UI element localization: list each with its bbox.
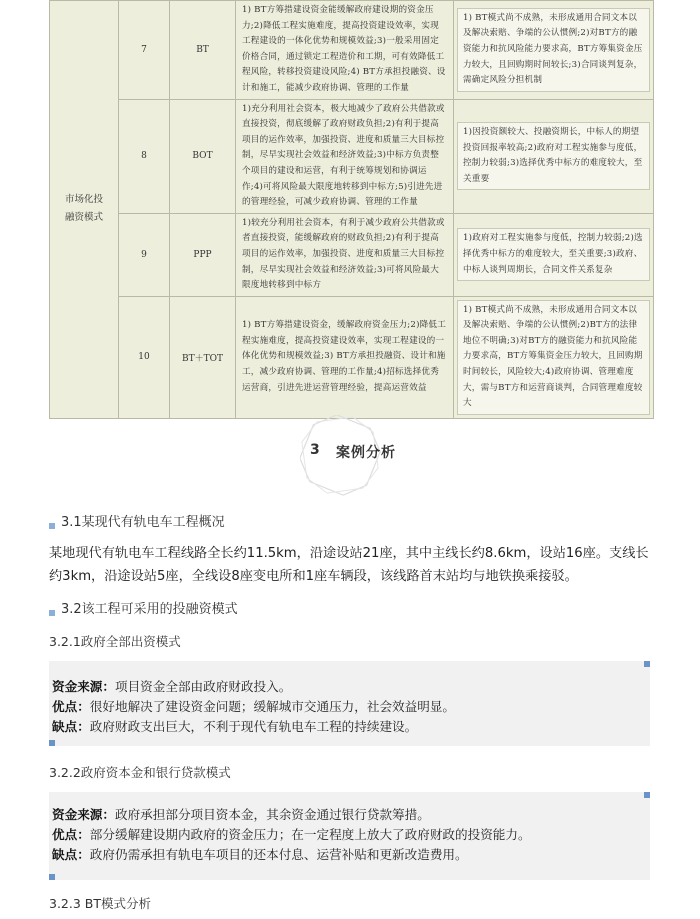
corner-marker-icon	[49, 874, 55, 880]
row-label: 缺点：	[52, 847, 90, 862]
project-overview-paragraph: 某地现代有轨电车工程线路全长约11.5km，沿途设站21座，其中主线长约8.6km，设站16座。支线长约3km，沿途设站5座，全线设8座变电所和1座车辆段，该线路首末站均与地铁换乘接驳。	[49, 546, 649, 584]
funding-mode-box-2	[49, 792, 650, 880]
section-title: 案例分析	[336, 445, 396, 461]
funding-mode-box-1	[49, 661, 650, 746]
disadvantages-cell	[454, 296, 654, 418]
info-row	[52, 717, 417, 737]
heading-text: 3.1某现代有轨电车工程概况	[61, 515, 225, 530]
advantages-text: 1) BT方筹措建设资金能缓解政府建设期的资金压力;2)降低工程实施难度，提高投资建设效率，实现工程建设的一体化优势和规模效益;3)一般采用固定价格合同，通过锁定工程造价和工期，可有效降低工程风险，转移投资建设风险;4) BT方承担投融资、设计和施工，能减少政府协调、管理的工作量	[242, 5, 446, 93]
row-label: 缺点：	[52, 719, 90, 734]
section-number: 3	[310, 442, 320, 458]
info-row	[52, 825, 531, 845]
mode-name: PPP	[170, 213, 236, 296]
disadvantages-cell	[454, 99, 654, 213]
mode-name: BOT	[170, 99, 236, 213]
row-text: 很好地解决了建设资金问题；缓解城市交通压力，社会效益明显。	[89, 699, 455, 714]
advantages-text: 1)充分利用社会资本，极大地减少了政府公共借款或直接投资，彻底缓解了政府财政负担;2)有利于提高项目的运作效率，加强投资、进度和质量三大目标控制，尽早实现社会效益和经济效益;3)中标方负责整个项目的建设和运营，有利于统筹规划和协调运作;4)可将风险最大限度地转移到中标方;5)引进先进的管理经验，可减少政府协调、管理的工作量	[242, 103, 445, 208]
subsection-heading-3-2-2: 3.2.2政府资本金和银行贷款模式	[49, 765, 231, 780]
row-number: 8	[119, 99, 170, 213]
table-row	[50, 1, 654, 100]
disadvantages-cell	[454, 1, 654, 100]
mode-name: BT＋TOT	[170, 296, 236, 418]
info-row	[52, 697, 455, 717]
advantages-text: 1)较充分利用社会资本，有利于减少政府公共借款或者直接投资，能缓解政府的财政负担;2)有利于提高项目的运作效率，加强投资、进度和质量三大目标控制，尽早实现社会效益和经济效益;3)可将风险最大限度地转移到中标方	[242, 217, 445, 291]
disadvantages-cell	[454, 213, 654, 296]
row-text: 项目资金全部由政府财政投入。	[114, 679, 292, 694]
table-row	[50, 99, 654, 213]
advantages-cell	[236, 1, 454, 100]
heading-text: 3.2该工程可采用的投融资模式	[61, 602, 238, 617]
row-text: 政府仍需承担有轨电车项目的还本付息、运营补贴和更新改造费用。	[89, 847, 468, 862]
advantages-cell	[236, 213, 454, 296]
row-text: 政府承担部分项目资本金，其余资金通过银行贷款筹措。	[114, 807, 430, 822]
advantages-cell	[236, 296, 454, 418]
corner-marker-icon	[644, 792, 650, 798]
disadvantages-text: 1)因投资额较大、投融资期长，中标人的期望投资回报率较高;2)政府对工程实施参与度低，控制力较弱;3)选择优秀中标方的难度较大，至关重要	[457, 122, 650, 190]
row-label: 资金来源：	[52, 679, 115, 694]
investment-mode-table	[49, 0, 654, 419]
info-row	[52, 845, 468, 865]
row-label: 优点：	[52, 827, 90, 842]
table-row	[50, 296, 654, 418]
category-cell	[50, 1, 119, 419]
subsection-heading-3-1	[49, 511, 225, 530]
row-label: 资金来源：	[52, 807, 115, 822]
section-heading	[300, 415, 400, 500]
row-number: 10	[119, 296, 170, 418]
info-row	[52, 677, 291, 697]
subsection-heading-3-2-1: 3.2.1政府全部出资模式	[49, 634, 181, 649]
row-number: 9	[119, 213, 170, 296]
row-label: 优点：	[52, 699, 90, 714]
heading-marker-icon	[49, 610, 55, 616]
advantages-text: 1) BT方筹措建设资金，缓解政府资金压力;2)降低工程实施难度，提高投资建设效率，实现工程建设的一体化优势和规模效益;3) BT方承担投融资、设计和施工，减少政府协调、管理的工作量;4)招标选择优秀运营商，引进先进运营管理经验，提高运营效益	[242, 320, 446, 393]
mode-name: BT	[170, 1, 236, 100]
row-text: 政府财政支出巨大，不利于现代有轨电车工程的持续建设。	[89, 719, 418, 734]
subsection-heading-3-2-3: 3.2.3 BT模式分析	[49, 896, 151, 911]
info-row	[52, 805, 430, 825]
disadvantages-text: 1) BT模式尚不成熟，未形成通用合同文本以及解决索赔、争端的公认惯例;2)BT方的法律地位不明确;3)对BT方的融资能力和抗风险能力要求高，BT方筹集资金压力较大，且回购期时间较长，风险较大;4)政府协调、管理难度大，需与BT方和运营商谈判，合同管理难度较大	[457, 300, 650, 415]
corner-marker-icon	[644, 661, 650, 667]
advantages-cell	[236, 99, 454, 213]
category-label: 市场化投融资模式	[64, 194, 103, 224]
table-row	[50, 213, 654, 296]
subsection-heading-3-2	[49, 598, 238, 617]
row-text: 部分缓解建设期内政府的资金压力；在一定程度上放大了政府财政的投资能力。	[89, 827, 531, 842]
disadvantages-text: 1)政府对工程实施参与度低，控制力较弱;2)选择优秀中标方的难度较大，至关重要;3)政府、中标人谈判周期长，合同文件关系复杂	[457, 228, 650, 281]
corner-marker-icon	[49, 740, 55, 746]
disadvantages-text: 1) BT模式尚不成熟，未形成通用合同文本以及解决索赔、争端的公认惯例;2)对BT方的融资能力和抗风险能力要求高，BT方筹集资金压力较大，且回购期时间较长;3)合同谈判复杂，需确定风险分担机制	[457, 8, 650, 92]
heading-marker-icon	[49, 523, 55, 529]
row-number: 7	[119, 1, 170, 100]
